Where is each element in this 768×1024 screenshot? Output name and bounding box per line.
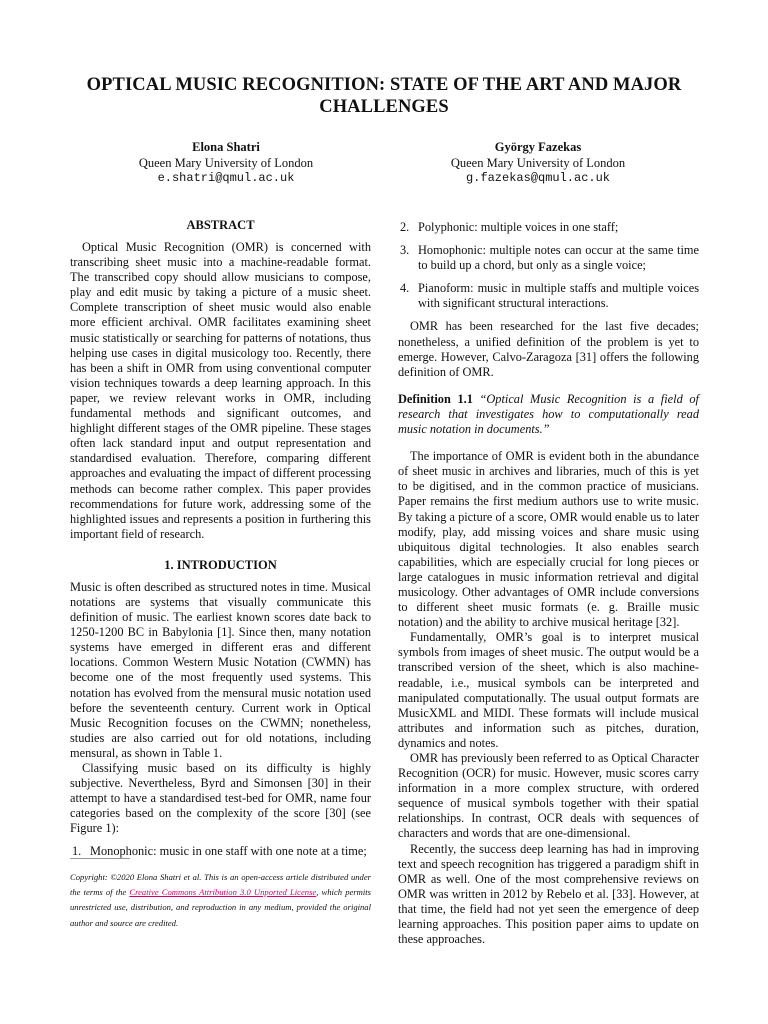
list-item: [398, 281, 699, 311]
definition-text: “Optical Music Recognition is a field of research that investigates how to computationally read music notation in documents.”: [398, 391, 699, 437]
author-affiliation: Queen Mary University of London: [138, 155, 314, 170]
right-column: [398, 218, 699, 947]
intro-paragraph-6: OMR has previously been referred to as Optical Character Recognition (OCR) for music. However, music scores carry information in a more complex structure, with ordered sequence of musical symbols together with their spatial relationships. In contrast, OCR deals with sequences of characters and words that are one-dimensional.: [398, 751, 699, 841]
intro-paragraph-1: Music is often described as structured notes in time. Musical notations are systems that visually communicate this definition of music. The earliest known scores date back to 1250-1200 BC in Babylonia [1]. Since then, many notation systems have emerged in different eras and different locations. Common Western Music Notation (CWMN) has become one of the most frequently used systems. This notation has evolved from the mensural music notation used before the seventeenth century. Current work in Optical Music Recognition focuses on the CWMN; nonetheless, studies are also carried out for old notations, including mensural, as shown in Table 1.: [70, 579, 371, 760]
definition-block: [398, 392, 699, 437]
list-item-number: 2.: [400, 220, 410, 234]
author-affiliation: Queen Mary University of London: [450, 155, 626, 170]
list-item: [398, 220, 699, 235]
introduction-heading: 1. INTRODUCTION: [164, 557, 277, 572]
author-name: György Fazekas: [494, 140, 582, 154]
abstract-heading: ABSTRACT: [186, 218, 255, 232]
complexity-list-continued: [398, 220, 699, 311]
list-item: [398, 243, 699, 273]
intro-paragraph-3: OMR has been researched for the last five decades; nonetheless, a unified definition of the problem is yet to emerge. However, Calvo-Zaragoza [31] offers the following definition of OMR.: [398, 319, 699, 379]
copyright-prefix: Copyright: ©2020 Elona Shatri et al. This is an open-access article distributed under the terms of the: [70, 872, 371, 898]
list-item-text: Monophonic: music in one staff with one note at a time;: [90, 844, 367, 859]
list-item-number: 1.: [72, 844, 82, 859]
intro-paragraph-4: The importance of OMR is evident both in the abundance of sheet music in archives and libraries, much of this is yet to be digitised, and in the common practice of musicians. Paper remains the first medium authors use to write music. By taking a picture of a score, OMR would enable us to later modify, play, add missing voices and share music using ubiquitous digital technologies. It also enables search capabilities, which are especially crucial for long pieces or large catalogues in music information retrieval and digital musicology. Other advantages of OMR include conversions to different sheet music formats (e. g. Braille music notation) and the ability to archive musical heritage [32].: [398, 449, 699, 630]
copyright-notice: [70, 870, 371, 931]
copyright-suffix: , which permits unrestricted use, distribution, and reproduction in any medium, provided the original author and source are credited.: [70, 887, 371, 928]
paper-title: [60, 74, 708, 118]
author-email[interactable]: e.shatri@qmul.ac.uk: [157, 171, 295, 185]
title-line-1: OPTICAL MUSIC RECOGNITION: STATE OF THE ART AND MAJOR: [86, 75, 682, 95]
title-line-2: CHALLENGES: [319, 97, 449, 117]
list-item-text: Homophonic: multiple notes can occur at the same time to build up a chord, but only as a single voice;: [418, 243, 699, 273]
abstract-text: Optical Music Recognition (OMR) is concerned with transcribing sheet music into a machine-readable format. The transcribed copy should allow musicians to compose, play and edit music by taking a picture of a music sheet. Complete transcription of sheet music would also enable more efficient archival. OMR facilitates examining sheet music statistically or searching for patterns of notations, thus helping use cases in digital musicology too. Recently, there has been a shift in OMR from using conventional computer vision techniques towards a deep learning approach. In this paper, we review relevant works in OMR, including fundamental methods and significant outcomes, and highlight different stages of the OMR pipeline. These stages often lack standard input and output representation and standardised evaluation. Therefore, comparing different approaches and evaluating the impact of different processing methods can become rather complex. This paper provides recommendations for future work, addressing some of the highlighted issues and represents a position in furthering this important field of research.: [70, 240, 371, 541]
license-link[interactable]: Creative Commons Attribution 3.0 Unported License: [129, 887, 317, 898]
author-block-2: [388, 140, 688, 187]
intro-paragraph-7: Recently, the success deep learning has had in improving text and speech recognition has triggered a paradigm shift in OMR as well. One of the most comprehensive reviews on OMR was written in 2012 by Rebelo et al. [33]. However, at that time, the field had not yet seen the emergence of deep learning approaches. This position paper aims to update on these approaches.: [398, 841, 699, 947]
list-item-text: Pianoform: music in multiple staffs and multiple voices with significant structural interactions.: [418, 281, 699, 311]
list-item-number: 4.: [400, 281, 410, 296]
intro-paragraph-5: Fundamentally, OMR’s goal is to interpret musical symbols from images of sheet music. The output would be a transcribed version of the sheet, which is also machine-readable, i.e., musical symbols can be interpreted and manipulated computationally. The usual output formats are MusicXML and MIDI. These formats will include musical attributes and information such as pitches, duration, dynamics and notes.: [398, 630, 699, 750]
intro-paragraph-2: Classifying music based on its difficulty is highly subjective. Nevertheless, Byrd and Simonsen [30] in their attempt to have a standardised test-bed for OMR, name four categories based on the complexity of the score [30] (see Figure 1):: [70, 761, 371, 836]
footnote-divider: [70, 858, 130, 859]
author-email[interactable]: g.fazekas@qmul.ac.uk: [465, 171, 611, 185]
author-name: Elona Shatri: [192, 140, 260, 154]
author-block-1: [76, 140, 376, 187]
definition-label: Definition 1.1: [398, 391, 473, 406]
list-item-number: 3.: [400, 243, 410, 258]
list-item-text: Polyphonic: multiple voices in one staff;: [418, 220, 619, 234]
left-column: [70, 218, 371, 860]
